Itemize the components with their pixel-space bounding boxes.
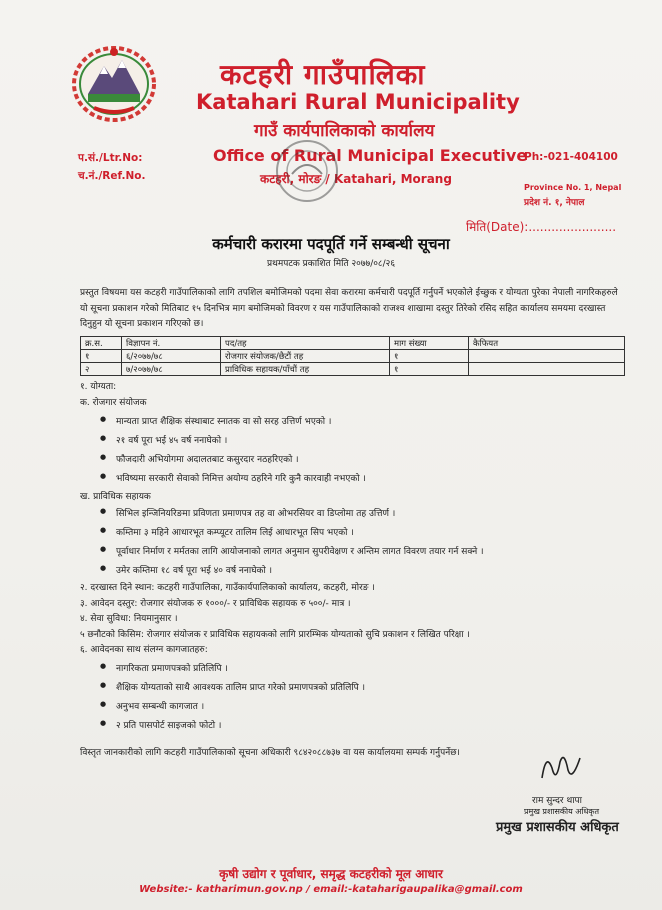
municipality-name-np: कटहरी गाउँपालिका [220,58,426,91]
list-item: ● उमेर कम्तिमा १८ वर्ष पूरा भई ४० वर्ष ननाघेको । [116,563,272,576]
office-name-en: Office of Rural Municipal Executive [213,146,528,165]
table-row [81,363,625,376]
table-header: क्र.स. [81,337,122,350]
ka-heading: क. रोजगार संयोजक [80,398,147,408]
signatory-name: राम सुन्दर थापा [532,796,582,806]
province-en: Province No. 1, Nepal [524,183,622,192]
table-cell: रोजगार संयोजक/छैटौं तह [221,350,390,363]
point-item: ६. आवेदनका साथ संलग्न कागजातहरु: [80,645,208,655]
point-item: ३. आवेदन दस्तुर: रोजगार संयोजक रु १०००/- र प्राविधिक सहायक रु ५००/- मात्र । [80,599,351,609]
table-cell [469,350,625,363]
table-header: पद/तह [221,337,390,350]
notice-heading: कर्मचारी करारमा पदपूर्ति गर्ने सम्बन्धी सूचना [212,235,450,253]
province-np: प्रदेश नं. १, नेपाल [524,198,585,208]
table-cell: ७/२०७७/७८ [122,363,221,376]
table-header: कैफियत [469,337,625,350]
list-item: ● शैक्षिक योग्यताको साथै आवश्यक तालिम प्राप्त गरेको प्रमाणपत्रको प्रतिलिपि । [116,680,365,693]
closing-text: विस्तृत जानकारीको लागि कटहरी गाउँपालिकाको सूचना अधिकारी ९८४२०८८७३७ वा यस कार्यालयमा सम्पर्क गर्नुपर्नेछ। [80,748,460,758]
table-row [81,350,625,363]
signatory-post: प्रमुख प्रशासकीय अधिकृत [524,807,600,816]
list-item: ● पूर्वाधार निर्माण र मर्मतका लागि आयोजनाको लागत अनुमान सुपरीवेक्षण र अन्तिम लागत विवरण तयार गर्न सक्ने । [116,544,484,557]
table-header-row [81,337,625,350]
list-item: ● २१ वर्ष पूरा भई ४५ वर्ष ननाघेको । [116,433,227,446]
office-address: कटहरी, मोरङ / Katahari, Morang [260,172,452,186]
table-cell: प्राविधिक सहायक/पाँचौं तह [221,363,390,376]
table-header: माग संख्या [390,337,469,350]
vacancy-table [80,336,625,376]
list-item: ● सिभिल इन्जिनियरिङमा प्रविणता प्रमाणपत्र तह वा ओभरसियर वा डिप्लोमा तह उत्तिर्ण । [116,506,395,519]
nepal-emblem-icon [70,44,158,122]
kha-heading: ख. प्राविधिक सहायक [80,492,151,502]
point-item: २. दरखास्त दिने स्थान: कटहरी गाउँपालिका, गाउँकार्यपालिकाको कार्यालय, कटहरी, मोरङ । [80,583,375,593]
point-item: ४. सेवा सुविधा: नियमानुसार । [80,614,178,624]
published-date: प्रथमपटक प्रकाशित मिति २०७७/०८/२६ [266,259,396,269]
signature-icon [536,748,586,788]
table-cell [469,363,625,376]
office-name-np: गाउँ कार्यपालिकाको कार्यालय [254,121,435,141]
list-item: ● फौजदारी अभियोगमा अदालतबाट कसुरदार नठहरिएको । [116,452,299,465]
letter-no-label: प.सं./Ltr.No: [78,152,143,164]
phone-number: Ph:-021-404100 [524,151,618,163]
list-item: ● २ प्रति पासपोर्ट साइजको फोटो । [116,718,221,731]
table-cell: १ [390,350,469,363]
footer-contact: Website:- katharimun.gov.np / email:-kataharigaupalika@gmail.com [139,884,523,895]
office-stamp-icon [272,136,342,206]
table-cell: १ [81,350,122,363]
list-item: ● नागरिकता प्रमाणपत्रको प्रतिलिपि । [116,661,228,674]
list-item: ● अनुभव सम्बन्धी कागजात । [116,699,204,712]
qualification-heading: १. योग्यता: [80,382,117,392]
list-item: ● भविष्यमा सरकारी सेवाको निमित्त अयोग्य ठहरिने गरि कुनै कारवाही नभएको । [116,471,366,484]
table-cell: १ [390,363,469,376]
point-item: ५ छनौटको किसिम: रोजगार संयोजक र प्राविधिक सहायकको लागि प्रारम्भिक योग्यताको सुचि प्रकाशन र लिखित परिक्षा । [80,630,470,640]
table-cell: २ [81,363,122,376]
list-item: ● मान्यता प्राप्त शैक्षिक संस्थाबाट स्नातक वा सो सरह उत्तिर्ण भएको । [116,414,331,427]
list-item: ● कम्तिमा ३ महिने आधारभूत कम्प्यूटर तालिम लिई आधारभूत सिप भएको । [116,525,354,538]
footer-slogan: कृषी उद्योग र पूर्वाधार, समृद्ध कटहरीको मूल आधार [219,867,443,881]
municipality-name-en: Katahari Rural Municipality [196,90,520,114]
table-cell: ६/२०७७/७८ [122,350,221,363]
signatory-title: प्रमुख प्रशासकीय अधिकृत [496,820,619,835]
intro-paragraph: प्रस्तुत विषयमा यस कटहरी गाउँपालिकाको लागि तपशिल बमोजिमको पदमा सेवा करारमा कर्मचारी पदपूर्ति गर्नुपर्ने भएकोले ईच्छुक र योग्यता पुरेका नेपाली नागरिकहरुले यो सूचना प्रकाशन गरेको मितिबाट १५ दिनभित्र माग बमोजिमको विवरण र यस गाउँपालिकाको राजश्व शाखामा दस्तुर तिरेको रसिद सहित कार्यालय समयमा दरखास्त दिनुहुन यो सूचना प्रकाशन गरिएको छ। [80,288,618,329]
ref-no-label: च.नं./Ref.No. [78,170,146,182]
table-header: विज्ञापन नं. [122,337,221,350]
date-label: मिति(Date):....................... [466,220,617,234]
